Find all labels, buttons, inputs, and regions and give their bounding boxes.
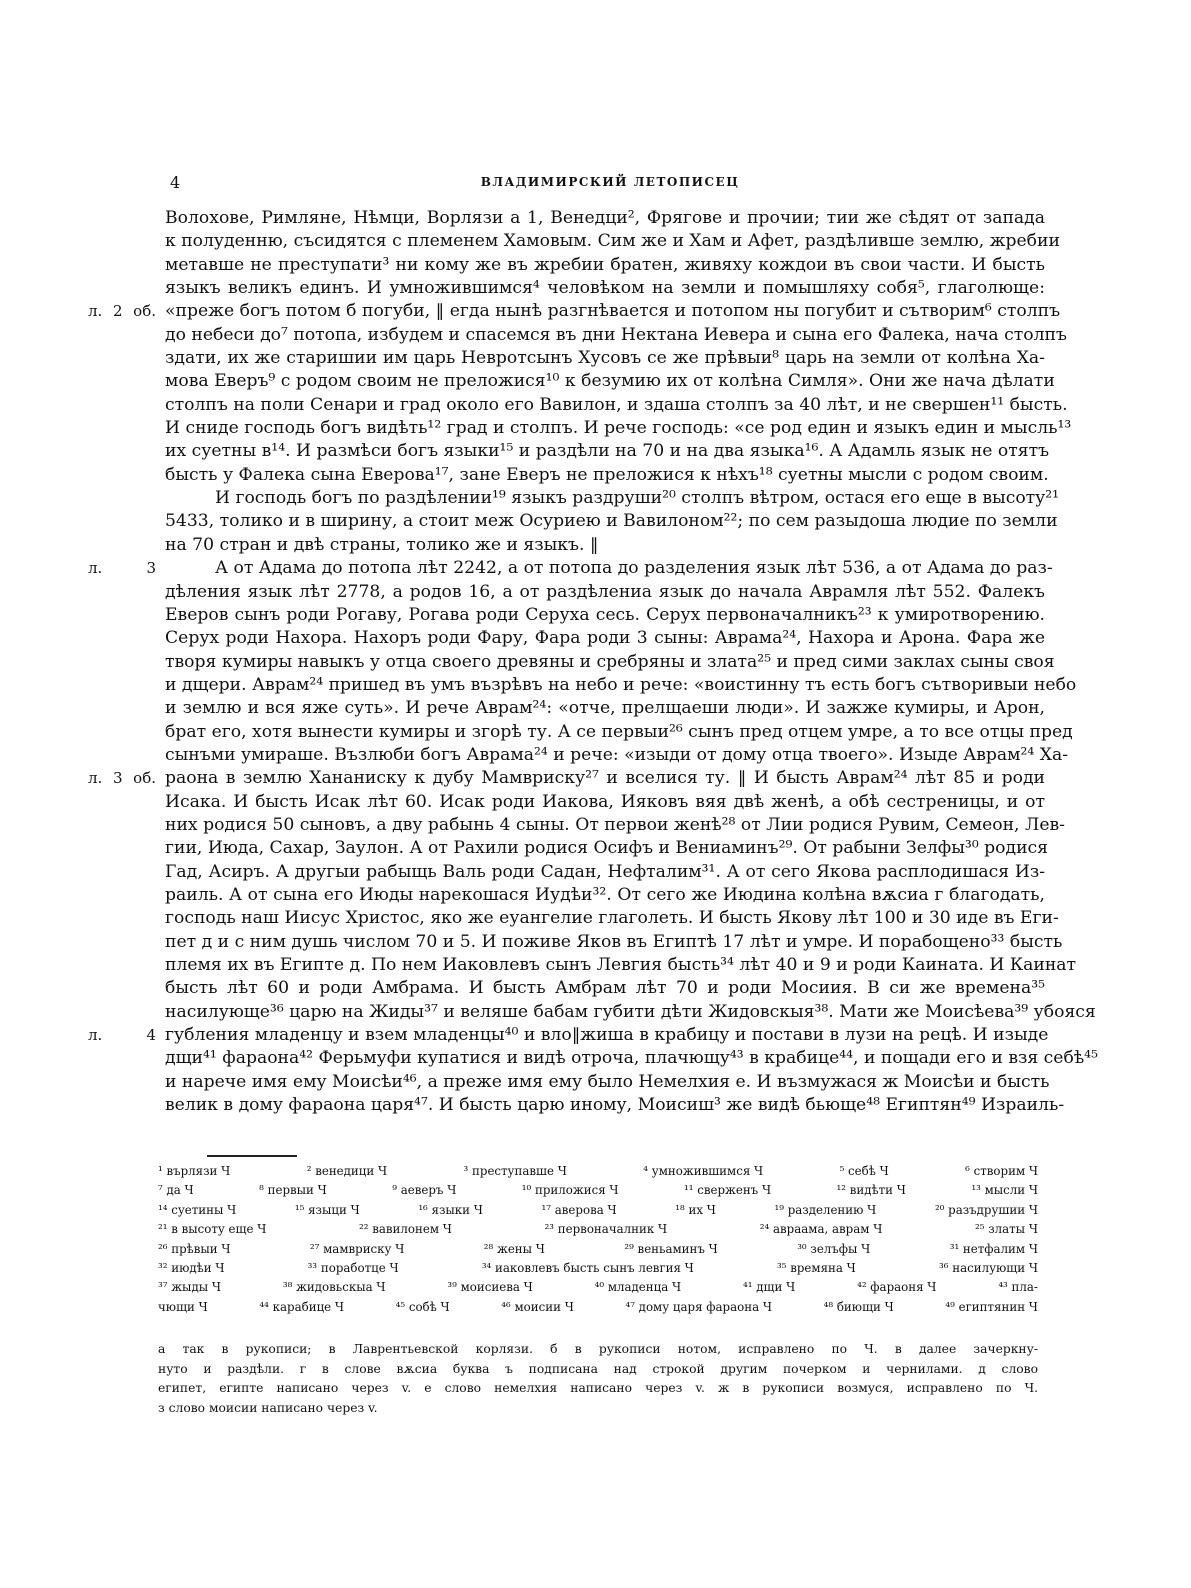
text-line: и землю и вся яже суть». И рече Аврам²⁴: «отче, прелщаеши люди». И зажже кумиры, и Арон, (165, 698, 1045, 719)
margin-folio-note: л. 2 об. (88, 302, 156, 321)
footnote: ³³ поработце Ч (307, 1260, 399, 1275)
footnote: ²⁴ авраама, аврам Ч (759, 1222, 883, 1237)
apparatus-line: з слово моисии написано через v. (158, 1400, 378, 1415)
footnote: ²⁵ златы Ч (974, 1222, 1038, 1237)
footnote-divider (207, 1155, 297, 1157)
text-line: Исака. И бысть Исак лѣт 60. Исак роди Иакова, Ияковъ вяя двѣ женѣ, а обѣ сестреницы, и от (165, 791, 1045, 812)
text-line: сынъми умираше. Възлюби богъ Аврама²⁴ и рече: «изыди от дому отца твоего». Изыде Аврам²⁴ Ха- (165, 744, 1069, 765)
variant-footnotes (158, 1162, 1038, 1317)
text-line: Волохове, Римляне, Нѣмци, Ворлязи а 1, Венедци², Фрягове и прочии; тии же сѣдят от запада (165, 208, 1045, 228)
footnote-row (158, 1259, 1038, 1278)
footnote-row (158, 1278, 1038, 1297)
footnote: ¹⁰ приложися Ч (521, 1183, 619, 1198)
main-text (88, 207, 1098, 1117)
text-line: на 70 стран и двѣ страны, толико же и языкъ. ‖ (165, 534, 599, 555)
text-line-with-margin (88, 557, 1053, 580)
footnote: ¹ върлязи Ч (158, 1164, 231, 1178)
text-line: них родися 50 сыновъ, а дву рабынь 4 сыны. От первои женѣ²⁸ от Лии родися Рувим, Семеон, Лев- (165, 814, 1065, 835)
footnote: ³⁰ зелъфы Ч (797, 1241, 871, 1256)
footnote: чющи Ч (158, 1299, 208, 1314)
apparatus-line: нуто и раздѣли. г в слове вѫсиа буква ъ подписана над строкой другим почерком и чернилами. д слово (158, 1361, 1038, 1376)
text-line-content: А от Адама до потопа лѣт 2242, а от потопа до разделения язык лѣт 536, а от Адама до раз- (215, 558, 1053, 579)
text-line: 5433, толико и в ширину, а стоит меж Осуриею и Вавилоном²²; по сем разыдоша людие по земли (165, 511, 1058, 532)
text-line: господь наш Иисус Христос, яко же еуангелие глаголеть. И бысть Якову лѣт 100 и 30 иде въ Еги- (165, 908, 1059, 929)
text-line-with-margin (88, 767, 1045, 790)
text-line-content: «преже богъ потом б погуби, ‖ егда нынѣ разгнѣвается и потопом ны погубит и сътворим⁶ столпъ (165, 301, 1061, 322)
text-line: племя их въ Египте д. По нем Иаковлевъ сынъ Левгия бысть³⁴ лѣт 40 и 9 и роди Каината. И Каинат (165, 955, 1077, 975)
text-line: Еверов сынъ роди Рогаву, Рогава роди Серуха сесь. Серух первоначалникъ²³ к умиротворению. (165, 604, 1045, 625)
footnote: ²¹ в высоту еще Ч (158, 1222, 267, 1237)
footnote: ³⁷ жыды Ч (158, 1280, 221, 1295)
footnote: ¹⁷ аверова Ч (541, 1202, 617, 1217)
footnote: ⁴⁶ моисии Ч (501, 1299, 574, 1314)
footnote: ²⁷ мамвриску Ч (309, 1241, 405, 1256)
footnote: ³² июдѣи Ч (158, 1260, 225, 1275)
margin-folio-note: л. 3 об. (88, 769, 156, 788)
footnote: ²⁰ разъдрушии Ч (934, 1202, 1038, 1217)
footnote: ² венедици Ч (306, 1164, 388, 1178)
text-line: бысть лѣт 60 и роди Амбрама. И бысть Амбрам лѣт 70 и роди Мосиия. В си же времена³⁵ (165, 978, 1045, 999)
text-line: бысть у Фалека сына Еверова¹⁷, зане Еверъ не преложися к нѣхъ¹⁸ суетны мысли с родом своим. (165, 464, 1049, 485)
footnote: ⁴³ пла- (998, 1280, 1038, 1295)
text-line: их суетны в¹⁴. И размѣси богъ языки¹⁵ и раздѣли на 70 и на два языка¹⁶. А Адамль язык не отятъ (165, 441, 1050, 462)
footnote-row (158, 1220, 1038, 1239)
footnote: ⁷ да Ч (158, 1183, 194, 1198)
footnote-row (158, 1298, 1038, 1317)
footnote: ⁹ аеверъ Ч (392, 1183, 457, 1198)
footnote: ¹¹ сверженъ Ч (684, 1183, 772, 1198)
text-line-indented: И господь богъ по раздѣлении¹⁹ языкъ раздруши²⁰ столпъ вѣтром, остася его еще в высоту²¹ (215, 488, 1060, 509)
footnote: ¹⁸ их Ч (675, 1202, 716, 1217)
page-number: 4 (170, 173, 181, 192)
footnote: ³⁵ времяна Ч (777, 1260, 856, 1275)
footnote: ³⁸ жидовьскыа Ч (282, 1280, 386, 1295)
text-line: дѣления язык лѣт 2778, а родов 16, а от раздѣлениа язык до начала Аврамля лѣт 552. Фалекъ (165, 581, 1045, 602)
footnote: ³⁶ насилующи Ч (939, 1260, 1038, 1275)
footnote: ⁴² фараоня Ч (857, 1280, 937, 1295)
footnote: ³⁹ моисиева Ч (447, 1280, 533, 1295)
text-line: дщи⁴¹ фараона⁴² Ферьмуфи купатися и видѣ отроча, плачющу⁴³ в крабице⁴⁴, и пощади его и взя себѣ⁴⁵ (165, 1048, 1098, 1069)
footnote: ⁵ себѣ Ч (839, 1164, 889, 1178)
footnote: ⁴⁵ собѣ Ч (395, 1299, 450, 1314)
text-line: брат его, хотя вынести кумиры и згорѣ ту. А се первыи²⁶ сынъ пред отцем умре, а то все отцы пред (165, 721, 1073, 742)
footnote: ³¹ нетфалим Ч (949, 1241, 1038, 1256)
footnote: ⁶ створим Ч (965, 1164, 1038, 1178)
footnote: ¹⁵ языци Ч (294, 1202, 360, 1217)
critical-apparatus (158, 1340, 1038, 1418)
footnote: ¹² видѣти Ч (836, 1183, 906, 1198)
margin-folio-note: л. 4 (88, 1026, 156, 1045)
margin-folio-note: л. 3 (88, 559, 156, 578)
text-line: и нарече имя ему Моисѣи⁴⁶, а преже имя ему было Немелхия е. И възмужася ж Моисѣи и бысть (165, 1071, 1050, 1092)
footnote: ³⁴ иаковлевъ бысть сынъ левгия Ч (481, 1260, 694, 1275)
footnote: ²² вавилонем Ч (359, 1222, 452, 1237)
running-title: ВЛАДИМИРСКИЙ ЛЕТОПИСЕЦ (480, 175, 740, 189)
footnote-row (158, 1181, 1038, 1200)
text-line-content: раона в землю Хананиску к дубу Мамвриску²⁷ и вселися ту. ‖ И бысть Аврам²⁴ лѣт 85 и роди (165, 768, 1045, 789)
text-line: раиль. А от сына его Июды нарекошася Иудѣи³². От сего же Июдина колѣна вѫсиа г благодать, (165, 884, 1045, 905)
text-line: велик в дому фараона царя⁴⁷. И бысть царю иному, Моисиш³ же видѣ бьюще⁴⁸ Египтян⁴⁹ Израиль- (165, 1095, 1065, 1116)
text-line: творя кумиры навыкъ у отца своего древяны и сребряны и злата²⁵ и пред сими заклах сыны своя (165, 651, 1055, 672)
footnote: ⁴⁴ карабице Ч (259, 1299, 345, 1314)
footnote: ⁸ первыи Ч (259, 1183, 327, 1198)
footnote: ⁴¹ дщи Ч (743, 1280, 796, 1295)
apparatus-line: а так в рукописи; в Лаврентьевской корлязи. б в рукописи нотом, исправлено по Ч. в далее зачеркну- (158, 1342, 1038, 1356)
text-line: мова Еверъ⁹ с родом своим не преложися¹⁰ к безумию их от колѣна Симля». Они же нача дѣлати (165, 371, 1055, 392)
footnote: ²⁹ веньаминъ Ч (624, 1241, 718, 1256)
footnote: ⁴⁸ биющи Ч (823, 1299, 894, 1314)
footnote: ¹⁶ языки Ч (418, 1202, 483, 1217)
text-line: к полуденню, съсидятся с племенем Хамовым. Сим же и Хам и Афет, раздѣливше землю, жребии (165, 231, 1060, 252)
text-line-content: губления младенцу и взем младенцы⁴⁰ и вло‖жиша в крабицу и постави в лузи на рецѣ. И изыде (165, 1025, 1049, 1046)
footnote: ¹⁴ суетины Ч (158, 1202, 237, 1217)
text-line: И сниде господь богъ видѣть¹² град и столпъ. И рече господь: «се род един и языкъ един и мысль¹³ (165, 418, 1072, 439)
footnote: ⁴ умножившимся Ч (643, 1164, 764, 1178)
text-line: метавше не преступати³ ни кому же въ жребии братен, живяху кождои въ свои части. И бысть (165, 254, 1045, 275)
text-line: Серух роди Нахора. Нахоръ роди Фару, Фара роди 3 сыны: Аврама²⁴, Нахора и Арона. Фара же (165, 628, 1045, 649)
text-line-with-margin (88, 300, 1061, 323)
footnote: ¹³ мысли Ч (971, 1183, 1038, 1198)
footnote: ⁴⁹ египтянин Ч (945, 1299, 1038, 1314)
page-header (170, 173, 1050, 197)
text-line: столпъ на поли Сенари и град около его Вавилон, и здаша столпъ за 40 лѣт, и не свершен¹¹ бысть. (165, 394, 1068, 415)
footnote: ²⁶ прѣвыи Ч (158, 1241, 231, 1256)
footnote-row (158, 1162, 1038, 1181)
footnote: ¹⁹ разделению Ч (774, 1202, 877, 1217)
footnote: ²⁸ жены Ч (483, 1241, 545, 1256)
text-line: здати, их же старишии им царь Невротсынъ Хусовъ се же прѣвыи⁸ царь на земли от колѣна Ха- (165, 348, 1045, 369)
footnote: ⁴⁷ дому царя фараона Ч (625, 1299, 772, 1314)
footnote-row (158, 1240, 1038, 1259)
text-line: Гад, Асиръ. А другыи рабыщь Валь роди Садан, Нефталим³¹. А от сего Якова расплодишася Из- (165, 861, 1045, 882)
footnote: ⁴⁰ младенца Ч (594, 1280, 682, 1295)
text-line: языкъ великъ единъ. И умножившимся⁴ человѣком на земли и помышляху собя⁵, глаголюще: (165, 278, 1045, 299)
text-line: насилующе³⁶ царю на Жиды³⁷ и веляше бабам губити дѣти Жидовскыя³⁸. Мати же Моисѣева³⁹ убояся (165, 1001, 1096, 1022)
footnote-row (158, 1201, 1038, 1220)
text-line: до небеси до⁷ потопа, избудем и спасемся въ дни Нектана Иевера и сына его Фалека, нача столпъ (165, 324, 1067, 345)
apparatus-line: египет, египте написано через v. е слово немелхия написано через v. ж в рукописи возмуся, исправлено по Ч. (158, 1381, 1038, 1396)
text-line-with-margin (88, 1024, 1049, 1047)
text-line: пет д и с ним душь числом 70 и 5. И поживе Яков въ Египтѣ 17 лѣт и умре. И порабощено³³ бысть (165, 931, 1063, 952)
text-line: гии, Июда, Сахар, Заулон. А от Рахили родися Осифъ и Вениаминъ²⁹. От рабыни Зелфы³⁰ родися (165, 838, 1049, 859)
footnote: ³ преступавше Ч (463, 1164, 567, 1178)
text-line: и дщери. Аврам²⁴ пришед въ умъ възрѣвъ на небо и рече: «воистинну тъ есть богъ сътворивыи небо (165, 674, 1077, 695)
footnote: ²³ первоначалник Ч (544, 1222, 668, 1237)
